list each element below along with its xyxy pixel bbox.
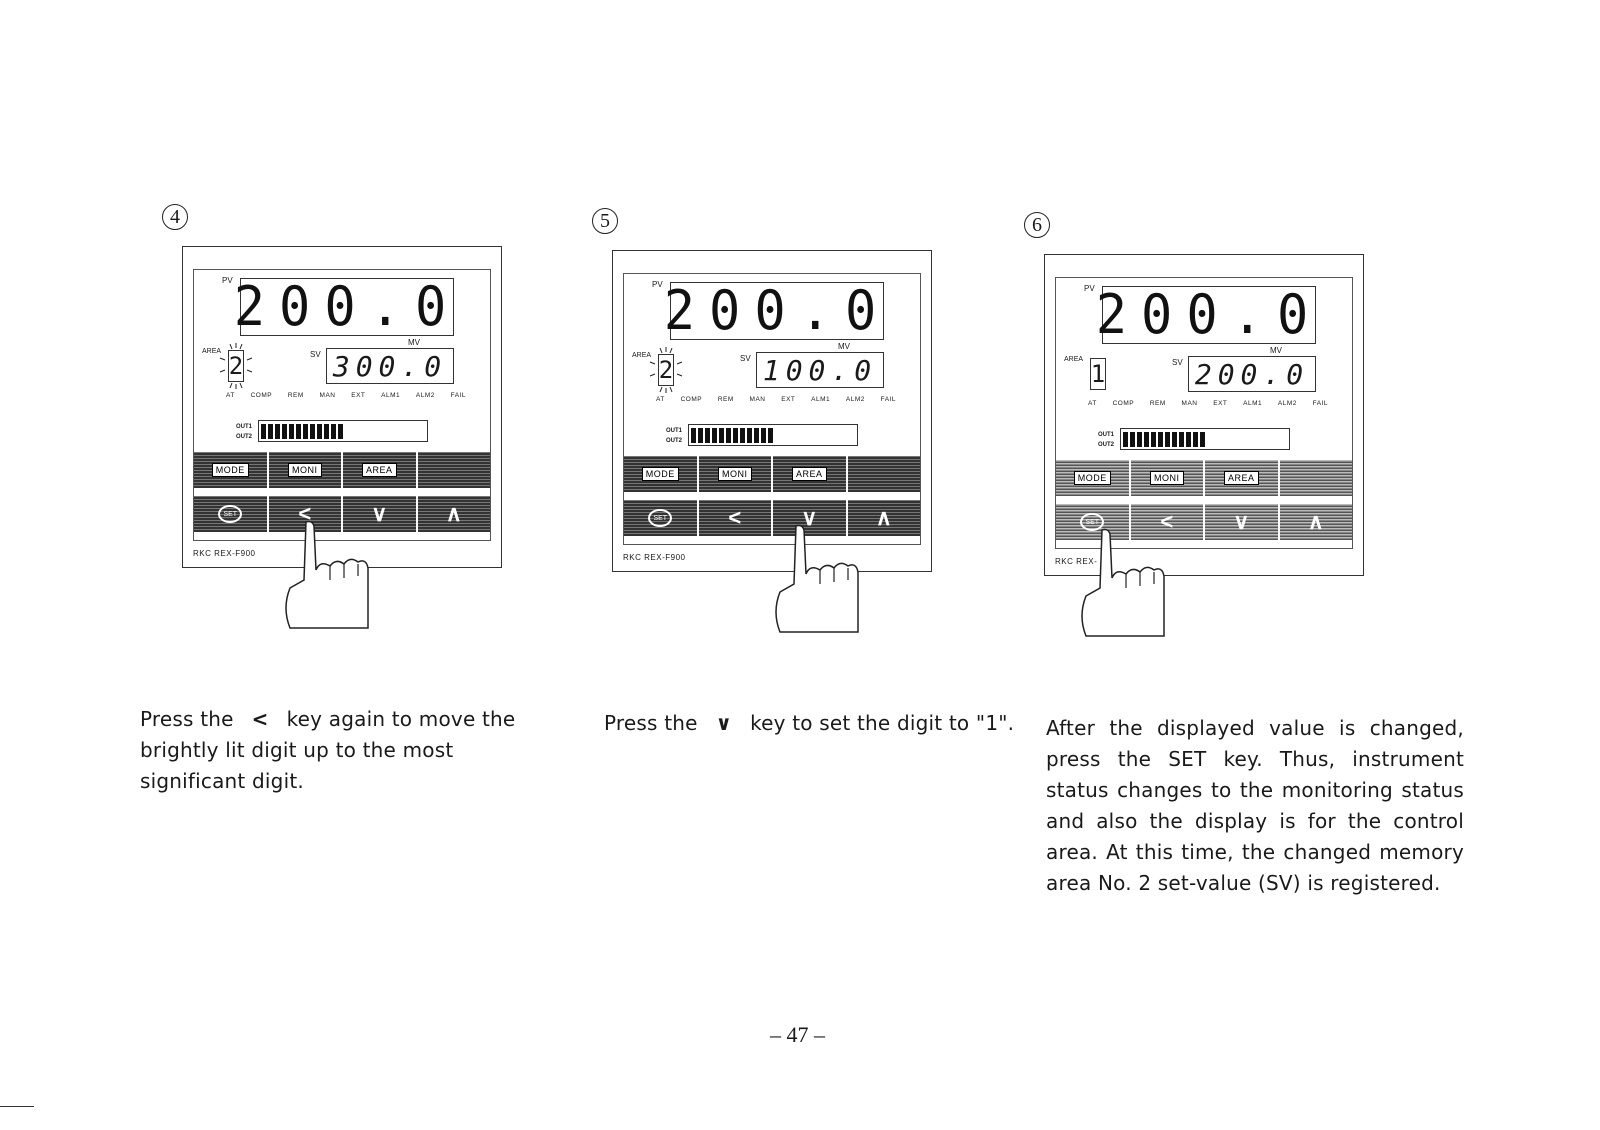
caption-step-4 <box>140 704 560 797</box>
chevron-down-icon: ∨ <box>1233 509 1250 534</box>
up-arrow-button[interactable] <box>1280 504 1353 540</box>
caption-step-5 <box>604 708 1024 739</box>
chevron-left-icon: < <box>251 707 269 731</box>
blank-button[interactable] <box>418 452 491 488</box>
status-indicators <box>1088 400 1328 407</box>
mv-label: MV <box>838 342 850 351</box>
set-icon: SET <box>1080 513 1104 531</box>
chevron-up-icon: ∧ <box>875 505 892 530</box>
caption-text: After the displayed value is changed, press the SET key. Thus, instrument status changes to the monitoring status and also the display is for the control area. At this time, the changed memory area No. 2 set-value (SV) is registered. <box>1046 716 1464 895</box>
area-button[interactable] <box>773 456 848 492</box>
pointing-hand-icon <box>1080 528 1190 644</box>
sv-label: SV <box>310 350 321 359</box>
area-value: 2 <box>228 352 244 380</box>
chevron-down-icon: ∨ <box>371 501 388 526</box>
model-label: RKC REX-F900 <box>193 549 256 558</box>
area-key-label: AREA <box>792 467 827 481</box>
down-arrow-button[interactable] <box>1205 504 1280 540</box>
pv-value: 200.0 <box>663 279 891 343</box>
up-arrow-button[interactable] <box>418 496 491 532</box>
sv-display <box>1188 356 1316 392</box>
mode-button[interactable] <box>194 452 269 488</box>
status-alm2: ALM2 <box>845 396 865 403</box>
pv-value: 200.0 <box>233 275 461 339</box>
pv-label: PV <box>1084 284 1095 293</box>
step-number: 6 <box>1024 212 1050 238</box>
caption-text: Press the <box>604 711 698 735</box>
status-fail: FAIL <box>1312 400 1328 407</box>
out1-label: OUT1 <box>1098 432 1115 438</box>
area-label: AREA <box>1064 356 1084 363</box>
output-bargraph <box>1120 428 1290 450</box>
step-number: 4 <box>162 204 188 230</box>
status-alm1: ALM1 <box>381 392 401 399</box>
mode-label: MODE <box>642 467 679 481</box>
blank-button[interactable] <box>848 456 921 492</box>
status-rem: REM <box>717 396 734 403</box>
area-display <box>1090 358 1106 390</box>
area-display <box>228 350 244 382</box>
function-key-row <box>194 452 490 488</box>
status-alm1: ALM1 <box>811 396 831 403</box>
mode-label: MODE <box>1074 471 1111 485</box>
status-indicators <box>656 396 896 403</box>
pv-display <box>233 275 461 339</box>
status-comp: COMP <box>250 392 273 399</box>
sv-display <box>756 352 884 388</box>
sv-value: 200.0 <box>1194 357 1310 391</box>
chevron-up-icon: ∧ <box>1307 509 1324 534</box>
status-at: AT <box>656 396 665 403</box>
chevron-down-icon: ∨ <box>715 711 733 735</box>
status-indicators <box>226 392 466 399</box>
output-labels <box>666 426 682 446</box>
status-man: MAN <box>319 392 336 399</box>
moni-button[interactable] <box>699 456 774 492</box>
area-key-label: AREA <box>362 463 397 477</box>
model-label: RKC REX-F900 <box>623 553 686 562</box>
area-label: AREA <box>202 348 222 355</box>
left-arrow-button[interactable] <box>699 500 774 536</box>
sv-value: 100.0 <box>762 353 878 387</box>
pointing-hand-icon <box>774 524 884 640</box>
set-icon: SET <box>648 509 672 527</box>
area-label: AREA <box>632 352 652 359</box>
mode-label: MODE <box>212 463 249 477</box>
out2-label: OUT2 <box>1098 442 1115 448</box>
set-icon: SET <box>218 505 242 523</box>
chevron-left-icon: < <box>728 505 742 530</box>
output-bargraph <box>688 424 858 446</box>
moni-label: MONI <box>718 467 752 481</box>
out1-label: OUT1 <box>236 424 253 430</box>
function-key-row <box>1056 460 1352 496</box>
bargraph-fill <box>1123 432 1209 447</box>
caption-text: Press the <box>140 707 234 731</box>
status-comp: COMP <box>1112 400 1135 407</box>
set-button[interactable] <box>194 496 269 532</box>
sv-label: SV <box>740 354 751 363</box>
model-label: RKC REX- <box>1055 557 1098 566</box>
mv-label: MV <box>408 338 420 347</box>
edge-mark <box>0 1106 34 1107</box>
bargraph-fill <box>261 424 347 439</box>
pv-label: PV <box>652 280 663 289</box>
sv-display <box>326 348 454 384</box>
out1-label: OUT1 <box>666 428 683 434</box>
out2-label: OUT2 <box>236 434 253 440</box>
moni-button[interactable] <box>1131 460 1206 496</box>
status-fail: FAIL <box>880 396 896 403</box>
pv-display <box>1095 283 1323 347</box>
caption-text: key again to move the brightly lit digit up to the most significant digit. <box>140 707 516 793</box>
panel-inner <box>1055 277 1353 549</box>
chevron-left-icon: < <box>1160 509 1174 534</box>
pv-value: 200.0 <box>1095 283 1323 347</box>
pointing-hand-icon <box>284 520 394 636</box>
chevron-left-icon: < <box>298 501 312 526</box>
area-button[interactable] <box>1205 460 1280 496</box>
blank-button[interactable] <box>1280 460 1353 496</box>
status-ext: EXT <box>1213 400 1228 407</box>
caption-step-6 <box>1046 713 1464 899</box>
status-fail: FAIL <box>450 392 466 399</box>
area-key-label: AREA <box>1224 471 1259 485</box>
area-button[interactable] <box>343 452 418 488</box>
bargraph-fill <box>691 428 777 443</box>
status-comp: COMP <box>680 396 703 403</box>
mode-button[interactable] <box>1056 460 1131 496</box>
status-rem: REM <box>287 392 304 399</box>
page-number: – 47 – <box>770 1022 825 1047</box>
area-value: 1 <box>1090 360 1106 388</box>
status-at: AT <box>1088 400 1097 407</box>
out2-label: OUT2 <box>666 438 683 444</box>
sv-value: 300.0 <box>332 349 448 383</box>
step-number: 5 <box>592 208 618 234</box>
panel-inner <box>193 269 491 541</box>
status-man: MAN <box>749 396 766 403</box>
status-alm2: ALM2 <box>1277 400 1297 407</box>
moni-label: MONI <box>288 463 322 477</box>
status-ext: EXT <box>781 396 796 403</box>
status-alm1: ALM1 <box>1243 400 1263 407</box>
mv-label: MV <box>1270 346 1282 355</box>
controller-panel <box>612 250 932 572</box>
status-at: AT <box>226 392 235 399</box>
set-button[interactable] <box>624 500 699 536</box>
mode-button[interactable] <box>624 456 699 492</box>
function-key-row <box>624 456 920 492</box>
pv-display <box>663 279 891 343</box>
status-man: MAN <box>1181 400 1198 407</box>
status-ext: EXT <box>351 392 366 399</box>
moni-button[interactable] <box>269 452 344 488</box>
pv-label: PV <box>222 276 233 285</box>
area-display <box>658 354 674 386</box>
area-value: 2 <box>658 356 674 384</box>
output-labels <box>1098 430 1114 450</box>
chevron-down-icon: ∨ <box>801 505 818 530</box>
status-alm2: ALM2 <box>415 392 435 399</box>
moni-label: MONI <box>1150 471 1184 485</box>
output-bargraph <box>258 420 428 442</box>
output-labels <box>236 422 252 442</box>
caption-text: key to set the digit to "1". <box>750 711 1015 735</box>
status-rem: REM <box>1149 400 1166 407</box>
sv-label: SV <box>1172 358 1183 367</box>
panel-inner <box>623 273 921 545</box>
chevron-up-icon: ∧ <box>445 501 462 526</box>
